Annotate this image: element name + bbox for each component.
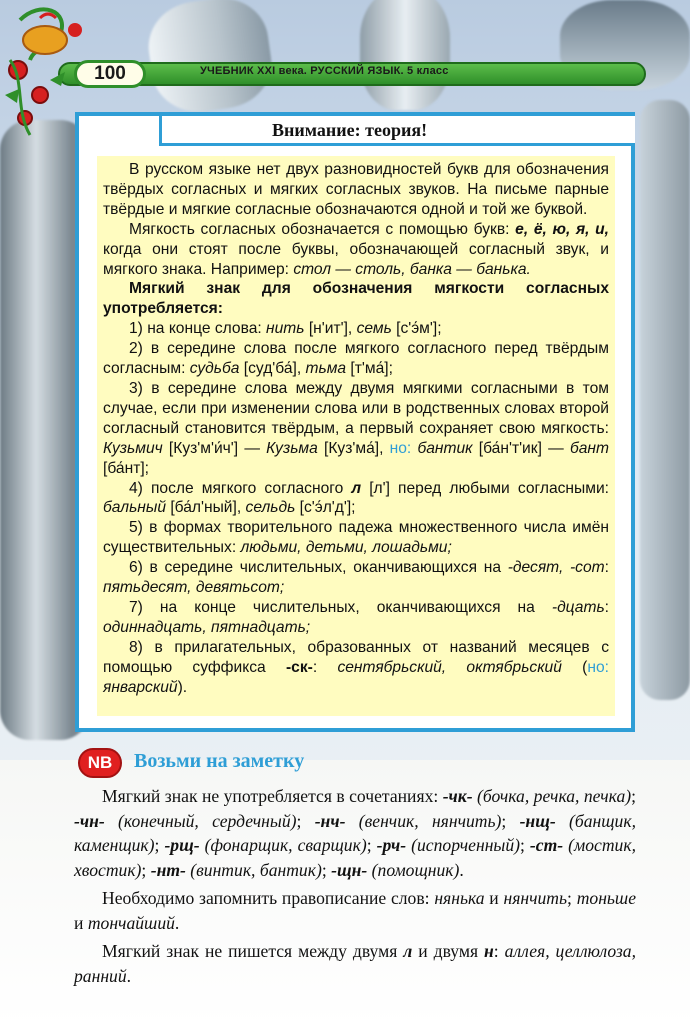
background-birch-trunk-right [640, 100, 690, 700]
theory-box [75, 112, 635, 732]
nb-paragraph-2: Необходимо запомнить правописание слов: нянька и нянчить; тоньше и тончайший. [74, 888, 637, 933]
theory-paragraph-1: В русском языке нет двух разновидностей букв для обозначения твёрдых согласных и мягких согласных звуков. На письме парные твёрдые и мягкие согласные обозначаются одной и той же буквой. [103, 161, 609, 218]
background-birch-1 [143, 0, 277, 118]
theory-body [97, 156, 615, 716]
theory-rule-5: 5) в формах творительного падежа множественного числа имён существительных: людьми, детьми, лошадьми; [103, 519, 609, 557]
theory-rule-3: 3) в середине слова между двумя мягкими согласными в том случае, если при изменении слова или в родственных словах второй согласный становится твёрдым, а первый сохраняет свою мягкость: Кузьмич [Куз'м'и́ч'] — Кузьма [Куз'ма́], но: бантик [ба́н'т'ик] — бант [ба́нт]; [103, 379, 609, 477]
theory-rule-2: 2) в середине слова после мягкого согласного перед твёрдым согласным: судьба [суд'ба́], тьма [т'ма́]; [103, 340, 609, 378]
theory-header [159, 116, 635, 146]
page-number: 100 [74, 60, 146, 88]
theory-paragraph-2: Мягкость согласных обозначается с помощью букв: е, ё, ю, я, и, когда они стоят после буквы, обозначающей согласный звук, и мягкого знака. Например: стол — столь, банка — банька. [103, 220, 610, 278]
theory-rule-8: 8) в прилагательных, образованных от названий месяцев с помощью суффикса -ск-: сентябрьский, октябрьский (но: январский). [103, 638, 609, 696]
theory-rule-1: 1) на конце слова: нить [н'ит'], семь [с'э́м']; [129, 320, 442, 338]
theory-rule-6: 6) в середине числительных, оканчивающихся на -десят, -сот: пятьдесят, девятьсот; [103, 559, 609, 597]
nb-badge-icon: NB [78, 748, 122, 778]
running-head-title: УЧЕБНИК XXI века. РУССКИЙ ЯЗЫК. 5 класс [200, 65, 449, 77]
theory-title: Внимание: теория! [272, 120, 428, 140]
theory-rule-heading: Мягкий знак для обозначения мягкости согласных употребляется: [103, 280, 609, 318]
nb-paragraph-3: Мягкий знак не пишется между двумя л и двумя н: аллея, целлюлоза, ранний. [74, 941, 636, 986]
background-birch-2 [360, 0, 450, 110]
theory-rule-4: 4) после мягкого согласного л [л'] перед любыми согласными: бальный [ба́л'ный], сельдь [с'э́л'д']; [103, 479, 609, 517]
theory-rule-7: 7) на конце числительных, оканчивающихся на -дцать: одиннадцать, пятнадцать; [103, 598, 609, 636]
nb-note [74, 784, 636, 992]
nb-paragraph-1: Мягкий знак не употребляется в сочетаниях: -чк- (бочка, речка, печка); -чн- (конечный, сердечный); -нч- (венчик, нянчить); -нщ- (банщик, каменщик); -рщ- (фонарщик, сварщик); -рч- (испорченный); -ст- (мостик, хвостик); -нт- (винтик, бантик); -щн- (помощник). [74, 786, 636, 880]
nb-title: Возьми на заметку [134, 750, 305, 772]
